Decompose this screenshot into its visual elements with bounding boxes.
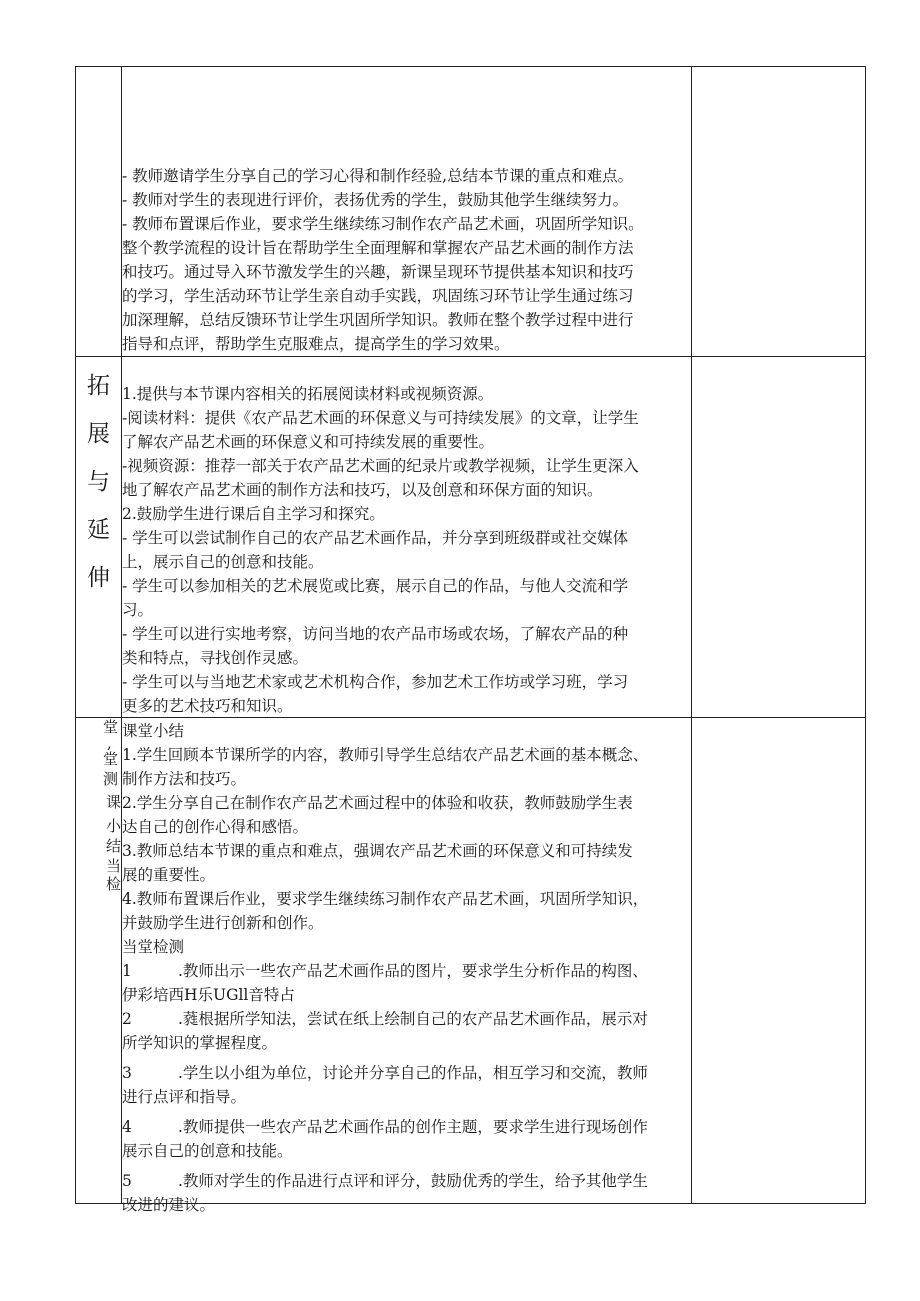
label-char: 延 — [87, 517, 110, 543]
item-continuation: 所学知识的掌握程度。 — [122, 1034, 278, 1052]
section-heading: 当堂检测 — [122, 938, 185, 956]
text-line: 4.教师布置课后作业，要求学生继续练习制作农产品艺术画，巩固所学知识， — [122, 890, 649, 908]
row3-label — [76, 718, 121, 918]
text-line: 达自己的创作心得和感悟。 — [122, 818, 309, 836]
label-char: 小 — [106, 817, 121, 835]
text-line: 制作方法和技巧。 — [122, 770, 247, 788]
item-text: .学生以小组为单位，讨论并分享自己的作品，相互学习和交流，教师 — [178, 1064, 648, 1082]
numbered-item — [122, 1061, 691, 1085]
text-line: 地了解农产品艺术画的制作方法和技巧，以及创意和环保方面的知识。 — [122, 481, 603, 499]
numbered-item — [122, 1007, 691, 1031]
text-line: -阅读材料：提供《农产品艺术画的环保意义与可持续发展》的文章，让学生 — [122, 409, 639, 427]
label-char: 结 — [106, 837, 121, 855]
label-char: 展 — [87, 421, 110, 447]
text-line: 了解农产品艺术画的环保意义和可持续发展的重要性。 — [122, 433, 495, 451]
text-line: 更多的艺术技巧和知识。 — [122, 697, 293, 715]
item-text: .教师提供一些农产品艺术画作品的创作主题，要求学生进行现场创作 — [178, 1118, 648, 1136]
text-line: - 教师对学生的表现进行评价，表扬优秀的学生，鼓励其他学生继续努力。 — [122, 191, 629, 209]
label-char: 堂 — [103, 718, 119, 736]
label-char: 当 — [106, 857, 121, 875]
text-line: 和技巧。通过导入环节激发学生的兴趣，新课呈现环节提供基本知识和技巧 — [122, 263, 634, 281]
item-number: 5 — [122, 1172, 132, 1190]
item-continuation: 改进的建议。 — [122, 1196, 216, 1214]
item-continuation: 伊彩培西H乐UGll音特占 — [122, 986, 295, 1004]
numbered-item — [122, 1115, 691, 1139]
text-line: 习。 — [122, 601, 154, 619]
row1-content — [122, 164, 691, 356]
item-continuation: 进行点评和指导。 — [122, 1088, 247, 1106]
text-line: 类和特点，寻找创作灵感。 — [122, 649, 309, 667]
text-line: 课堂小结 — [122, 722, 185, 740]
label-char: 与 — [87, 469, 110, 495]
item-text: .教师对学生的作品进行点评和评分，鼓励优秀的学生，给予其他学生 — [178, 1172, 648, 1190]
text-line: - 学生可以进行实地考察，访问当地的农产品市场或农场，了解农产品的种 — [122, 625, 629, 643]
lesson-plan-table — [75, 66, 866, 1214]
text-line: 1.学生回顾本节课所学的内容，教师引导学生总结农产品艺术画的基本概念、 — [122, 746, 649, 764]
numbered-item — [122, 959, 691, 983]
text-line: 3.教师总结本节课的重点和难点，强调农产品艺术画的环保意义和可持续发 — [122, 842, 633, 860]
item-number: 1 — [122, 962, 132, 980]
text-line: - 学生可以与当地艺术家或艺术机构合作，参加艺术工作坊或学习班，学习 — [122, 673, 629, 691]
text-line: 上，展示自己的创意和技能。 — [122, 553, 324, 571]
label-char: 堂 — [103, 750, 119, 768]
text-line: 的学习，学生活动环节让学生亲自动手实践，巩固练习环节让学生通过练习 — [122, 287, 634, 305]
item-continuation: 展示自己的创意和技能。 — [122, 1142, 293, 1160]
item-number: 4 — [122, 1118, 132, 1136]
label-char: 检 — [106, 875, 121, 893]
numbered-item — [122, 1169, 691, 1193]
text-line: 1.提供与本节课内容相关的拓展阅读材料或视频资源。 — [122, 385, 494, 403]
item-text: .蕤根据所学知法，尝试在纸上绘制自己的农产品艺术画作品，展示对 — [178, 1010, 648, 1028]
label-char: 测 — [103, 770, 119, 788]
text-line: - 学生可以尝试制作自己的农产品艺术画作品，并分享到班级群或社交媒体 — [122, 529, 629, 547]
label-char: 课 — [106, 793, 121, 811]
text-line: - 教师布置课后作业，要求学生继续练习制作农产品艺术画，巩固所学知识。 — [122, 215, 644, 233]
text-line: 2.学生分享自己在制作农产品艺术画过程中的体验和收获，教师鼓励学生表 — [122, 794, 633, 812]
text-line: - 学生可以参加相关的艺术展览或比赛，展示自己的作品，与他人交流和学 — [122, 577, 629, 595]
text-line: 并鼓励学生进行创新和创作。 — [122, 914, 324, 932]
row2-label — [76, 357, 121, 717]
text-line: 指导和点评，帮助学生克服难点，提高学生的学习效果。 — [122, 335, 510, 353]
row3-content — [122, 719, 691, 1217]
label-char: 拓 — [87, 373, 110, 399]
column-divider-notes — [691, 67, 692, 1203]
item-number: 2 — [122, 1010, 132, 1028]
item-text: .教师出示一些农产品艺术画作品的图片，要求学生分析作品的构图、 — [178, 962, 648, 980]
text-line: 加深理解，总结反馈环节让学生巩固所学知识。教师在整个教学过程中进行 — [122, 311, 634, 329]
row-divider-1 — [76, 356, 865, 357]
text-line: 展的重要性。 — [122, 866, 216, 884]
label-char: , — [107, 734, 112, 752]
item-number: 3 — [122, 1064, 132, 1082]
text-line: 整个教学流程的设计旨在帮助学生全面理解和掌握农产品艺术画的制作方法 — [122, 239, 634, 257]
label-char: 伸 — [87, 565, 110, 591]
row2-content — [122, 382, 691, 718]
text-line: 2.鼓励学生进行课后自主学习和探究。 — [122, 505, 385, 523]
text-line: -视频资源：推荐一部关于农产品艺术画的纪录片或教学视频，让学生更深入 — [122, 457, 639, 475]
text-line: - 教师邀请学生分享自己的学习心得和制作经验,总结本节课的重点和难点。 — [122, 167, 634, 185]
